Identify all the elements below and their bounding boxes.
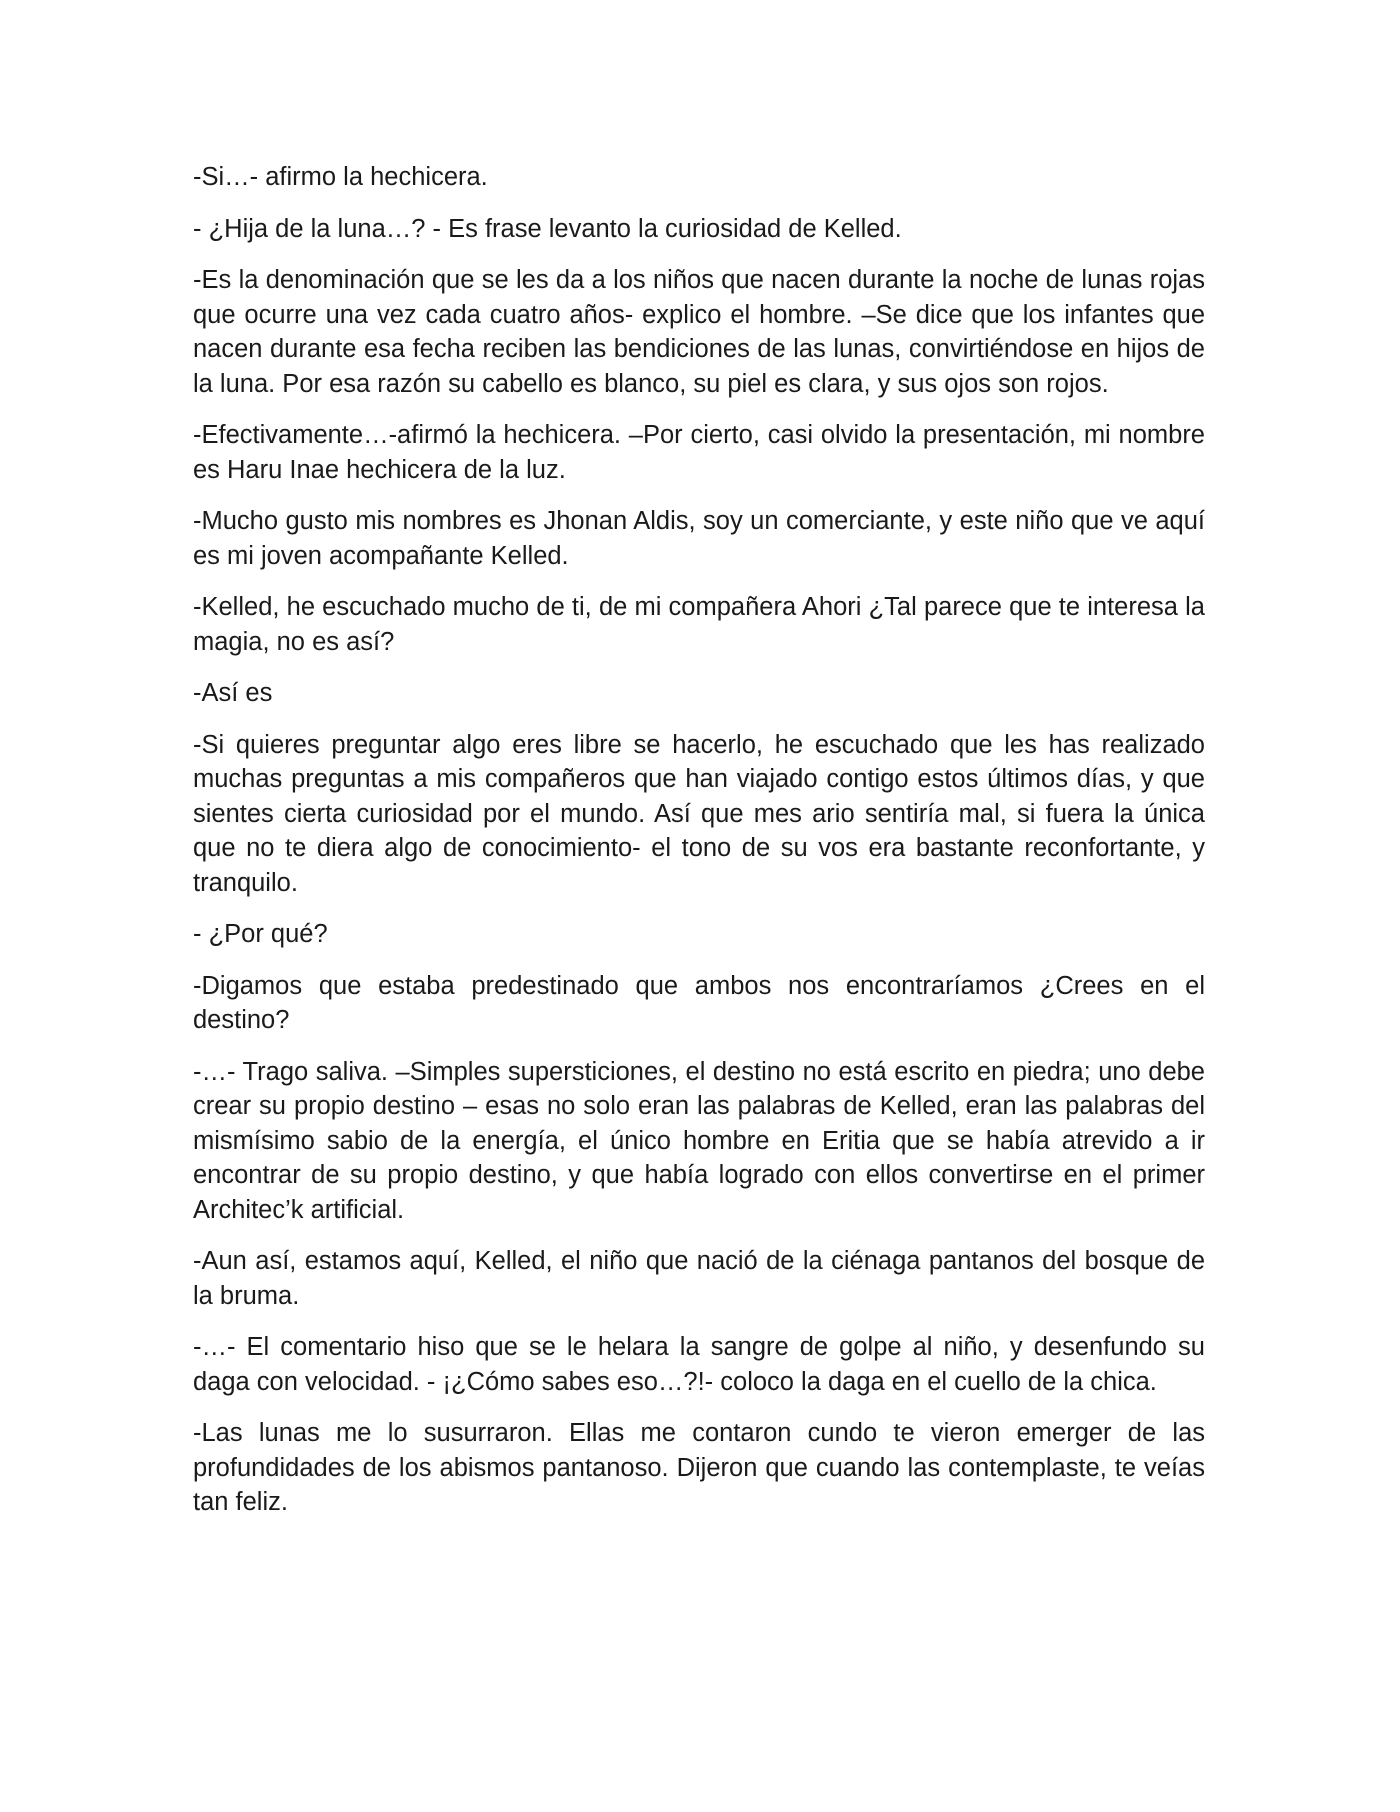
paragraph: -Kelled, he escuchado mucho de ti, de mi compañera Ahori ¿Tal parece que te interesa la magia, no es así? xyxy=(193,593,1205,656)
body-text xyxy=(193,160,1205,1537)
paragraph: - ¿Hija de la luna…? - Es frase levanto la curiosidad de Kelled. xyxy=(193,214,902,243)
paragraph: -Las lunas me lo susurraron. Ellas me contaron cundo te vieron emerger de las profundidades de los abismos pantanoso. Dijeron que cuando las contemplaste, te veías tan feliz. xyxy=(193,1419,1205,1516)
paragraph: -Efectivamente…-afirmó la hechicera. –Por cierto, casi olvido la presentación, mi nombre es Haru Inae hechicera de la luz. xyxy=(193,421,1205,484)
paragraph: -Así es xyxy=(193,679,273,707)
paragraph: -Es la denominación que se les da a los niños que nacen durante la noche de lunas rojas que ocurre una vez cada cuatro años- explico el hombre. –Se dice que los infantes que nacen durante esa fecha reciben las bendiciones de las lunas, convirtiéndose en hijos de la luna. Por esa razón su cabello es blanco, su piel es clara, y sus ojos son rojos. xyxy=(193,266,1205,398)
paragraph: -Si quieres preguntar algo eres libre se hacerlo, he escuchado que les has realizado muchas preguntas a mis compañeros que han viajado contigo estos últimos días, y que sientes cierta curiosidad por el mundo. Así que mes ario sentiría mal, si fuera la única que no te diera algo de conocimiento- el tono de su vos era bastante reconfortante, y tranquilo. xyxy=(193,730,1205,897)
paragraph: -…- Trago saliva. –Simples supersticiones, el destino no está escrito en piedra; uno debe crear su propio destino – esas no solo eran las palabras de Kelled, eran las palabras del mismísimo sabio de la energía, el único hombre en Eritia que se había atrevido a ir encontrar de su propio destino, y que había logrado con ellos convertirse en el primer Architec’k artificial. xyxy=(193,1057,1205,1224)
paragraph: -Digamos que estaba predestinado que ambos nos encontraríamos ¿Crees en el destino? xyxy=(193,971,1205,1034)
paragraph: -Si…- afirmo la hechicera. xyxy=(193,163,488,191)
paragraph: - ¿Por qué? xyxy=(193,920,328,948)
paragraph: -Mucho gusto mis nombres es Jhonan Aldis, soy un comerciante, y este niño que ve aquí es mi joven acompañante Kelled. xyxy=(193,507,1205,570)
paragraph: -Aun así, estamos aquí, Kelled, el niño que nació de la ciénaga pantanos del bosque de la bruma. xyxy=(193,1247,1205,1310)
paragraph: -…- El comentario hiso que se le helara la sangre de golpe al niño, y desenfundo su daga con velocidad. - ¡¿Cómo sabes eso…?!- coloco la daga en el cuello de la chica. xyxy=(193,1333,1205,1396)
